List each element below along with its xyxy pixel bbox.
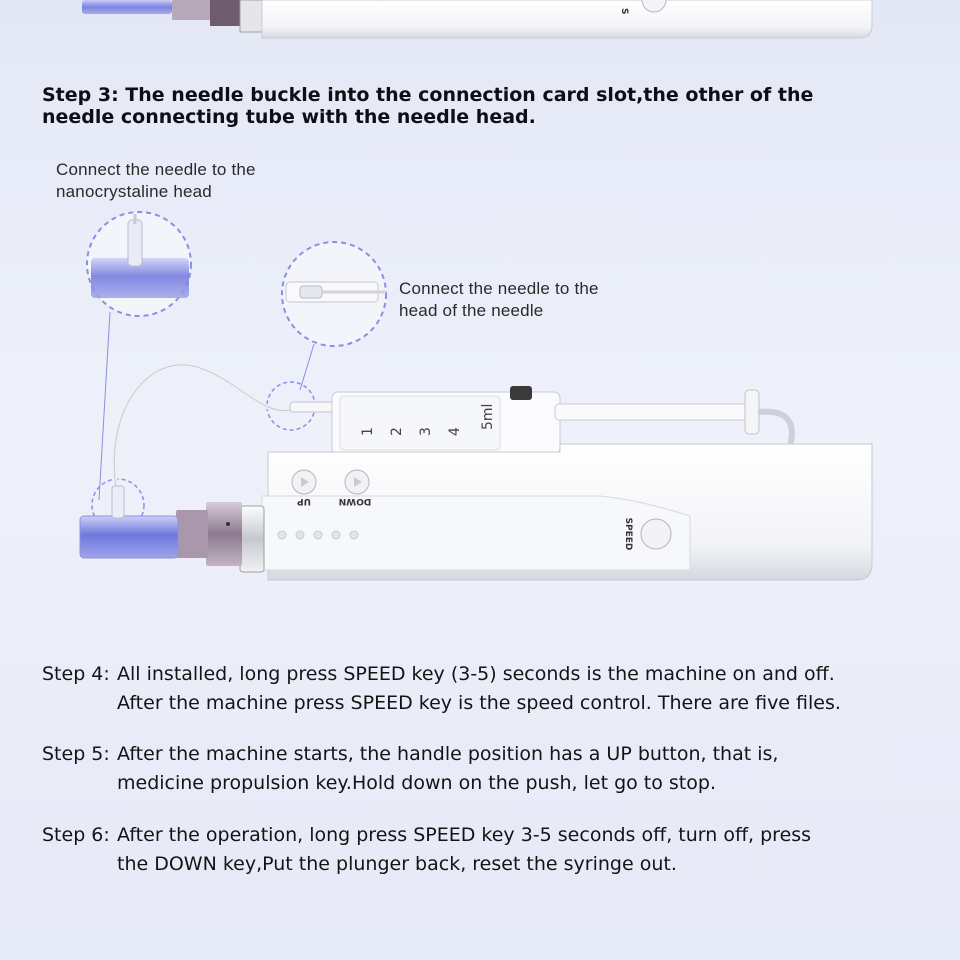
callout-nano-line-1: Connect the needle to the	[56, 160, 256, 179]
syringe-volume-label: 5ml	[480, 403, 496, 430]
callout-nanocrystaline-head	[56, 159, 316, 203]
connecting-tube	[114, 365, 292, 500]
step-6-line-2: the DOWN key,Put the plunger back, reset the syringe out.	[117, 853, 677, 875]
step-4-label: Step 4:	[42, 663, 110, 685]
device-illustration	[0, 200, 960, 600]
collar-taper	[176, 510, 208, 558]
top-device-illustration	[0, 0, 960, 60]
top-metal-collar	[172, 0, 210, 20]
step-5	[42, 740, 942, 798]
chrome-ring	[240, 506, 264, 572]
syringe-clip	[510, 386, 532, 400]
step-6-line-1: After the operation, long press SPEED key 3-5 seconds off, turn off, press	[117, 824, 812, 846]
step-3-heading	[42, 84, 842, 128]
step-5-label: Step 5:	[42, 743, 110, 765]
pointer-line-1	[99, 312, 110, 500]
speed-label: SPEED	[623, 517, 633, 551]
top-needle-cap	[82, 0, 172, 14]
syringe-mark: 4	[447, 427, 463, 436]
callout-head-line-2: head of the needle	[399, 301, 544, 320]
syringe-mark: 1	[360, 427, 376, 436]
plunger-thumb	[745, 390, 759, 434]
down-label: DOWN	[338, 496, 372, 506]
svg-text:S: S	[619, 8, 629, 15]
step-4-line-2: After the machine press SPEED key is the speed control. There are five files.	[117, 692, 841, 714]
syringe-mark: 2	[389, 427, 405, 436]
callout-nano-line-2: nanocrystaline head	[56, 182, 212, 201]
step-5-line-2: medicine propulsion key.Hold down on the push, let go to stop.	[117, 772, 716, 794]
metal-collar	[206, 502, 242, 566]
step-3-line-2: needle connecting tube with the needle head.	[42, 106, 536, 128]
step-4	[42, 660, 942, 718]
cartridge-port	[112, 486, 124, 518]
step-4-line-1: All installed, long press SPEED key (3-5) seconds is the machine on and off.	[117, 663, 835, 685]
plunger-rod	[555, 404, 755, 420]
pointer-line-2	[300, 344, 314, 390]
down-button[interactable]	[345, 470, 369, 494]
top-handpiece-body	[262, 0, 872, 38]
needle-head-detail-circle	[282, 242, 386, 346]
up-label: UP	[297, 496, 311, 506]
plunger-grip	[758, 412, 792, 446]
step-6	[42, 821, 942, 879]
callout-head-line-1: Connect the needle to the	[399, 279, 599, 298]
syringe-mark: 3	[418, 427, 434, 436]
step-3-line-1: Step 3: The needle buckle into the connection card slot,the other of the	[42, 84, 814, 106]
top-chrome-ring	[240, 0, 264, 32]
top-dark-ring	[210, 0, 242, 26]
step-5-line-1: After the machine starts, the handle position has a UP button, that is,	[117, 743, 779, 765]
speed-button[interactable]	[641, 519, 671, 549]
nano-head-detail-circle	[87, 212, 191, 316]
step-6-label: Step 6:	[42, 824, 110, 846]
up-button[interactable]	[292, 470, 316, 494]
needle-cartridge	[80, 516, 178, 558]
